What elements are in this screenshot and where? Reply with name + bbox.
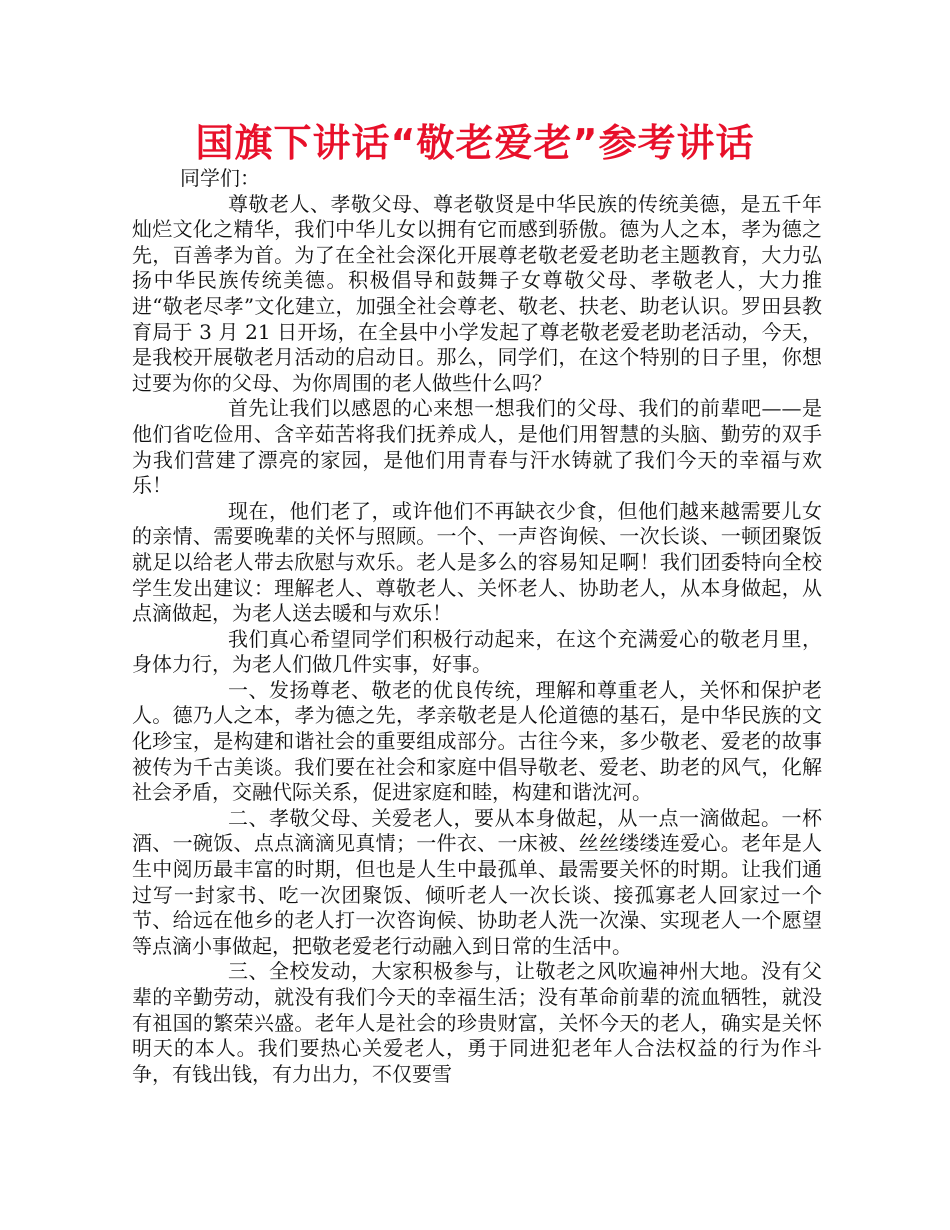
document-title: 国旗下讲话“敬老爱老”参考讲话 — [195, 121, 755, 165]
paragraph-gratitude: 首先让我们以感恩的心来想一想我们的父母、我们的前辈吧——是他们省吃俭用、含辛茹苦将我们抚养成人，是他们用智慧的头脑、勤劳的双手为我们营建了漂亮的家园，是他们用青春与汗水铸就了我们今天的幸福与欢乐！ — [132, 396, 822, 498]
paragraph-intro: 尊敬老人、孝敬父母、尊老敬贤是中华民族的传统美德，是五千年灿烂文化之精华，我们中华儿女以拥有它而感到骄傲。德为人之本，孝为德之先，百善孝为首。为了在全社会深化开展尊老敬老爱老助老主题教育，大力弘扬中华民族传统美德。积极倡导和鼓舞子女尊敬父母、孝敬老人，大力推进“敬老尽孝”文化建立，加强全社会尊老、敬老、扶老、助老认识。罗田县教育局于 3 月 21 日开场，在全县中小学发起了尊老敬老爱老助老活动，今天，是我校开展敬老月活动的启动日。那么，同学们，在这个特别的日子里，你想过要为你的父母、为你周围的老人做些什么吗？ — [132, 191, 822, 395]
paragraph-point-three: 三、全校发动，大家积极参与，让敬老之风吹遍神州大地。没有父辈的辛勤劳动，就没有我们今天的幸福生活；没有革命前辈的流血牺牲，就没有祖国的繁荣兴盛。老年人是社会的珍贵财富，关怀今天的老人，确实是关怀明天的本人。我们要热心关爱老人，勇于同进犯老年人合法权益的行为作斗争，有钱出钱，有力出力，不仅要雪 — [132, 959, 822, 1086]
greeting: 同学们： — [180, 166, 260, 190]
document-body — [132, 166, 822, 1087]
paragraph-point-two: 二、孝敬父母、关爱老人，要从本身做起，从一点一滴做起。一杯酒、一碗饭、点点滴滴见真情；一件衣、一床被、丝丝缕缕连爱心。老年是人生中阅历最丰富的时期，但也是人生中最孤单、最需要关怀的时期。让我们通过写一封家书、吃一次团聚饭、倾听老人一次长谈、接孤寡老人回家过一个节、给远在他乡的老人打一次咨询候、协助老人洗一次澡、实现老人一个愿望等点滴小事做起，把敬老爱老行动融入到日常的生活中。 — [132, 805, 822, 958]
paragraph-point-one: 一、发扬尊老、敬老的优良传统，理解和尊重老人，关怀和保护老人。德乃人之本，孝为德之先，孝亲敬老是人伦道德的基石，是中华民族的文化珍宝，是构建和谐社会的重要组成部分。古往今来，多少敬老、爱老的故事被传为千古美谈。我们要在社会和家庭中倡导敬老、爱老、助老的风气，化解社会矛盾，交融代际关系，促进家庭和睦，构建和谐沈河。 — [132, 677, 822, 805]
paragraph-now: 现在，他们老了，或许他们不再缺衣少食，但他们越来越需要儿女的亲情、需要晚辈的关怀与照顾。一个、一声咨询候、一次长谈、一顿团聚饭就足以给老人带去欣慰与欢乐。老人是多么的容易知足啊！我们团委特向全校学生发出建议：理解老人、尊敬老人、关怀老人、协助老人，从本身做起，从点滴做起，为老人送去暖和与欢乐！ — [132, 498, 822, 626]
paragraph-hope: 我们真心希望同学们积极行动起来，在这个充满爱心的敬老月里，身体力行，为老人们做几件实事，好事。 — [132, 626, 822, 677]
